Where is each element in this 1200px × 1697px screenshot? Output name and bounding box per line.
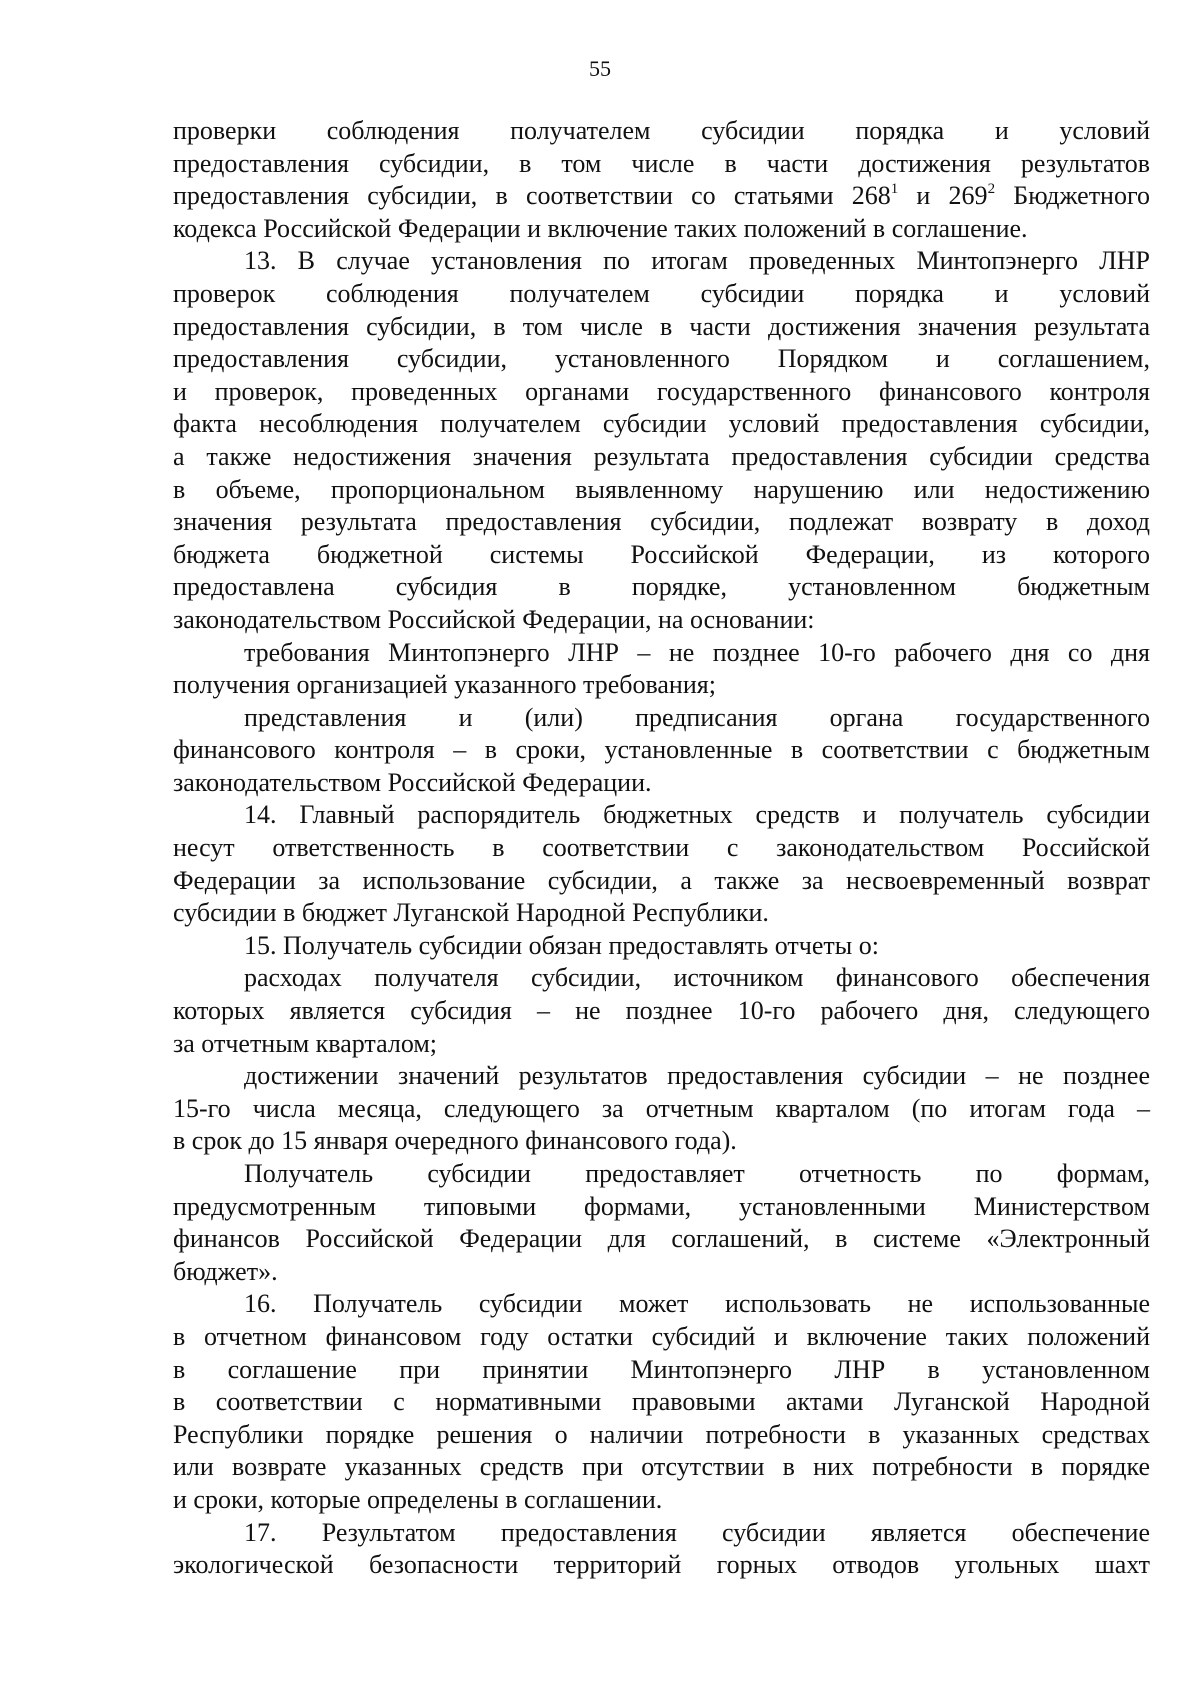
text-line: 13. В случае установления по итогам проведенных Минтопэнерго ЛНР (244, 246, 1150, 276)
text-line: 14. Главный распорядитель бюджетных средств и получатель субсидии (244, 800, 1150, 830)
text-line: расходах получателя субсидии, источником финансового обеспечения (244, 963, 1150, 993)
text-line: законодательством Российской Федерации, на основании: (173, 604, 815, 634)
page-number: 55 (589, 56, 611, 81)
text-line: экологической безопасности территорий горных отводов угольных шахт (173, 1550, 1150, 1580)
text-line: финансового контроля – в сроки, установленные в соответствии с бюджетным (173, 735, 1150, 765)
text-line: Федерации за использование субсидии, а также за несвоевременный возврат (173, 865, 1150, 895)
text-line: и проверок, проведенных органами государственного финансового контроля (173, 376, 1150, 406)
text-fragment: предоставления субсидии, в соответствии со статьями 268 (173, 181, 891, 211)
text-line: которых является субсидия – не позднее 10-го рабочего дня, следующего (173, 996, 1150, 1026)
text-line: а также недостижения значения результата предоставления субсидии средства (173, 441, 1150, 471)
text-fragment: Бюджетного (995, 181, 1150, 211)
text-line: 15. Получатель субсидии обязан предоставлять отчеты о: (244, 930, 879, 960)
text-line (173, 180, 1150, 213)
text-line: кодекса Российской Федерации и включение таких положений в соглашение. (173, 213, 1028, 243)
text-line: в соглашение при принятии Минтопэнерго ЛНР в установленном (173, 1354, 1150, 1384)
text-line: субсидии в бюджет Луганской Народной Республики. (173, 898, 769, 928)
text-fragment: и 269 (898, 181, 988, 211)
text-line: законодательством Российской Федерации. (173, 767, 652, 797)
superscript: 2 (987, 181, 996, 198)
text-line: предоставления субсидии, в том числе в части достижения результатов (173, 148, 1150, 178)
text-line: 16. Получатель субсидии может использовать не использованные (244, 1289, 1150, 1319)
text-line: в срок до 15 января очередного финансового года). (173, 1126, 737, 1156)
text-line: бюджет». (173, 1256, 278, 1286)
text-line: в объеме, пропорциональном выявленному нарушению или недостижению (173, 474, 1150, 504)
text-line: Получатель субсидии предоставляет отчетность по формам, (244, 1159, 1150, 1188)
text-line: 15-го числа месяца, следующего за отчетным кварталом (по итогам года – (173, 1093, 1150, 1123)
text-line: и сроки, которые определены в соглашении. (173, 1484, 663, 1514)
text-line: 17. Результатом предоставления субсидии является обеспечение (244, 1517, 1150, 1547)
text-line: факта несоблюдения получателем субсидии условий предоставления субсидии, (173, 409, 1150, 439)
text-line: проверки соблюдения получателем субсидии порядка и условий (173, 116, 1150, 145)
text-line: получения организацией указанного требования; (173, 670, 716, 700)
text-line: значения результата предоставления субсидии, подлежат возврату в доход (173, 507, 1150, 537)
text-line: требования Минтопэнерго ЛНР – не позднее 10-го рабочего дня со дня (244, 637, 1150, 667)
text-line: за отчетным кварталом; (173, 1028, 438, 1058)
text-line: предоставлена субсидия в порядке, установленном бюджетным (173, 572, 1150, 602)
text-line: бюджета бюджетной системы Российской Федерации, из которого (173, 539, 1150, 569)
document-body (173, 115, 1150, 1582)
text-line: достижении значений результатов предоставления субсидии – не позднее (244, 1061, 1150, 1091)
text-line: предоставления субсидии, в том числе в части достижения значения результата (173, 311, 1150, 341)
text-line: или возврате указанных средств при отсутствии в них потребности в порядке (173, 1452, 1150, 1482)
text-line: несут ответственность в соответствии с законодательством Российской (173, 833, 1150, 863)
text-line: Республики порядке решения о наличии потребности в указанных средствах (173, 1419, 1150, 1449)
text-line: представления и (или) предписания органа государственного (244, 702, 1150, 732)
text-line: проверок соблюдения получателем субсидии порядка и условий (173, 278, 1150, 308)
text-line: финансов Российской Федерации для соглашений, в системе «Электронный (173, 1224, 1150, 1254)
text-line: в отчетном финансовом году остатки субсидий и включение таких положений (173, 1321, 1150, 1351)
superscript: 1 (890, 181, 899, 198)
text-line: в соответствии с нормативными правовыми актами Луганской Народной (173, 1387, 1150, 1417)
text-line: предоставления субсидии, установленного Порядком и соглашением, (173, 344, 1150, 374)
text-line: предусмотренным типовыми формами, установленными Министерством (173, 1191, 1150, 1221)
